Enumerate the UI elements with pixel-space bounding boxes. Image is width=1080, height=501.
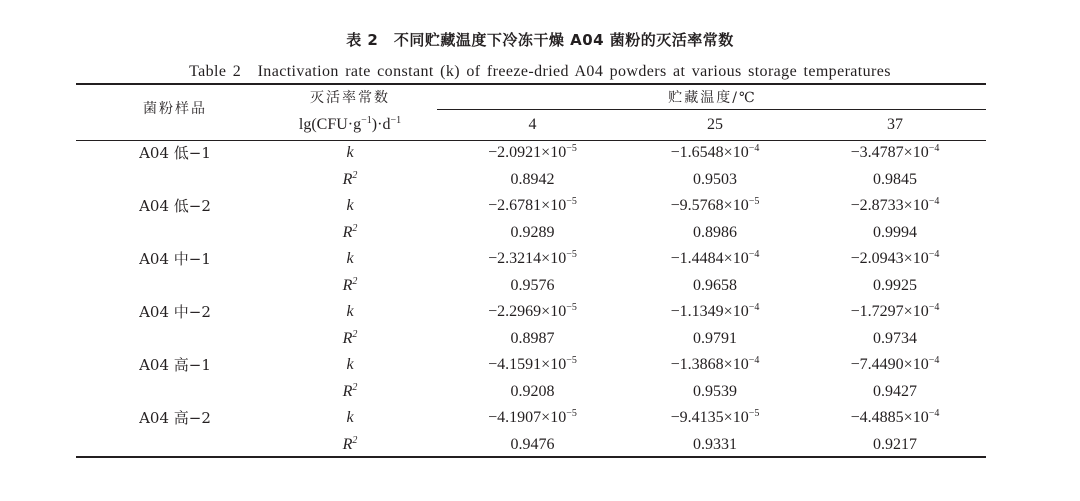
k-value: $-2.6781\times 10^{-5}$	[488, 196, 577, 214]
r2-symbol: $R^2$	[342, 329, 358, 347]
r2-value: 0.9994	[873, 224, 917, 241]
k-value: $-7.4490\times 10^{-4}$	[850, 355, 940, 373]
r2-symbol: $R^2$	[342, 170, 358, 188]
r2-value: 0.8942	[510, 171, 555, 188]
sample-name: A04 高−2	[139, 409, 211, 427]
table-title-en: Table 2 Inactivation rate constant (k) of freeze-dried A04 powders at various storage temperatures	[189, 63, 891, 80]
r2-value: 0.9476	[510, 436, 555, 453]
k-value: $-9.5768\times 10^{-5}$	[670, 196, 760, 214]
k-value: $-2.3214\times 10^{-5}$	[488, 249, 577, 267]
r2-value: 0.9925	[873, 277, 917, 294]
r2-symbol: $R^2$	[342, 276, 358, 294]
k-value: $-1.1349\times 10^{-4}$	[670, 302, 760, 320]
k-value: $-4.1907\times 10^{-5}$	[488, 408, 577, 426]
k-value: $-4.4885\times 10^{-4}$	[850, 408, 940, 426]
header-temp-4: 4	[528, 116, 537, 133]
r2-value: 0.8986	[693, 224, 737, 241]
sample-name: A04 低−1	[139, 144, 211, 162]
r2-value: 0.9791	[693, 330, 737, 347]
header-temp-37: 37	[887, 116, 903, 133]
k-value: $-4.1591\times 10^{-5}$	[488, 355, 577, 373]
header-temperature-group: 贮藏温度/℃	[668, 90, 757, 106]
r2-value: 0.9845	[873, 171, 917, 188]
sample-name: A04 中−1	[139, 250, 211, 268]
sample-name: A04 中−2	[139, 303, 211, 321]
r2-symbol: $R^2$	[342, 382, 358, 400]
k-value: $-2.2969\times 10^{-5}$	[488, 302, 577, 320]
r2-value: 0.9217	[873, 436, 917, 453]
header-constant: 灭活率常数	[310, 90, 390, 106]
k-symbol: k	[346, 356, 354, 373]
header-temp-25: 25	[707, 116, 723, 133]
r2-value: 0.9427	[873, 383, 917, 400]
r2-value: 0.9734	[873, 330, 917, 347]
r2-symbol: $R^2$	[342, 435, 358, 453]
top-rule	[76, 83, 986, 85]
r2-value: 0.9658	[693, 277, 737, 294]
header-rule	[76, 140, 986, 141]
r2-value: 0.9576	[510, 277, 555, 294]
r2-value: 0.8987	[510, 330, 555, 347]
r2-symbol: $R^2$	[342, 223, 358, 241]
k-value: $-2.0943\times 10^{-4}$	[850, 249, 940, 267]
k-symbol: k	[346, 409, 354, 426]
table-title-cn: 表 2 不同贮藏温度下冷冻干燥 A04 菌粉的灭活率常数	[346, 31, 734, 49]
k-symbol: k	[346, 197, 354, 214]
k-value: $-2.0921\times 10^{-5}$	[488, 143, 577, 161]
r2-value: 0.9503	[693, 171, 737, 188]
k-value: $-2.8733\times 10^{-4}$	[850, 196, 940, 214]
k-value: $-1.7297\times 10^{-4}$	[850, 302, 940, 320]
header-unit: $\lg(CFU\cdot g^{-1})\cdot d^{-1}$	[298, 115, 402, 133]
k-value: $-1.3868\times 10^{-4}$	[670, 355, 760, 373]
k-value: $-9.4135\times 10^{-5}$	[670, 408, 760, 426]
sample-name: A04 高−1	[139, 356, 211, 374]
bottom-rule	[76, 456, 986, 458]
k-value: $-1.4484\times 10^{-4}$	[670, 249, 760, 267]
k-value: $-1.6548\times 10^{-4}$	[670, 143, 760, 161]
temperature-subrule	[437, 109, 986, 110]
r2-value: 0.9539	[693, 383, 737, 400]
r2-value: 0.9331	[693, 436, 737, 453]
header-sample: 菌粉样品	[143, 101, 207, 117]
k-symbol: k	[346, 144, 354, 161]
r2-value: 0.9208	[510, 383, 555, 400]
r2-value: 0.9289	[510, 224, 555, 241]
k-symbol: k	[346, 303, 354, 320]
k-symbol: k	[346, 250, 354, 267]
k-value: $-3.4787\times 10^{-4}$	[850, 143, 940, 161]
sample-name: A04 低−2	[139, 197, 211, 215]
